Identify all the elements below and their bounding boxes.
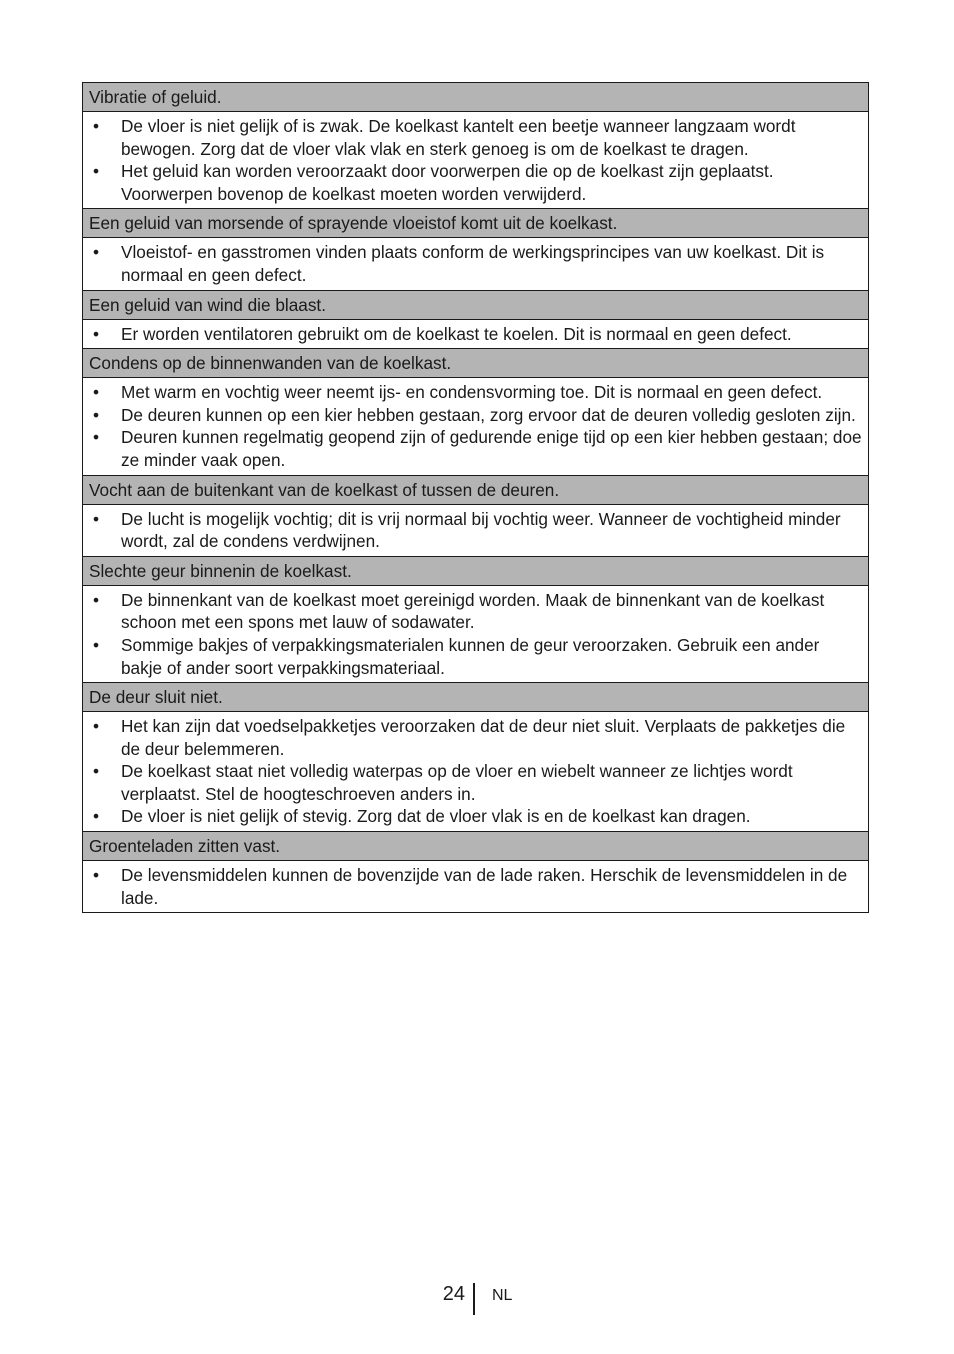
bullet-icon: • bbox=[92, 716, 100, 737]
section-header: Slechte geur binnenin de koelkast. bbox=[83, 557, 868, 586]
list-item bbox=[83, 323, 864, 346]
bullet-icon: • bbox=[92, 382, 100, 403]
list-item-text: De lucht is mogelijk vochtig; dit is vrij normaal bij vochtig weer. Wanneer de vochtigheid minder wordt, zal de condens verdwijnen. bbox=[121, 508, 841, 552]
bullet-icon: • bbox=[92, 865, 100, 886]
bullet-icon: • bbox=[92, 761, 100, 782]
bullet-icon: • bbox=[92, 323, 100, 344]
list-item bbox=[83, 241, 864, 286]
list-item-text: De levensmiddelen kunnen de bovenzijde van de lade raken. Herschik de levensmiddelen in de lade. bbox=[121, 865, 848, 908]
section-header: Een geluid van morsende of sprayende vloeistof komt uit de koelkast. bbox=[83, 209, 868, 238]
list-item bbox=[83, 589, 864, 634]
language-code: NL bbox=[492, 1287, 513, 1304]
section-body bbox=[83, 378, 868, 475]
list-item bbox=[83, 760, 864, 805]
list-item bbox=[83, 381, 864, 404]
bullet-icon: • bbox=[92, 634, 100, 655]
list-item bbox=[83, 115, 864, 160]
bullet-icon: • bbox=[92, 404, 100, 425]
bullet-icon: • bbox=[92, 116, 100, 136]
page-footer bbox=[0, 1282, 954, 1316]
list-item-text: Er worden ventilatoren gebruikt om de koelkast te koelen. Dit is normaal en geen defect. bbox=[121, 323, 792, 344]
list-item bbox=[83, 508, 864, 553]
bullet-icon: • bbox=[92, 508, 100, 529]
bullet-icon: • bbox=[92, 242, 100, 263]
list-item bbox=[83, 404, 864, 427]
list-item-text: Sommige bakjes of verpakkingsmaterialen kunnen de geur veroorzaken. Gebruik een ander bakje of ander soort verpakkingsmateriaal. bbox=[121, 634, 820, 678]
list-item-text: De binnenkant van de koelkast moet gereinigd worden. Maak de binnenkant van de koelkast schoon met een spons met lauw of sodawater. bbox=[121, 589, 825, 633]
section-header: Een geluid van wind die blaast. bbox=[83, 291, 868, 320]
section-header: Vibratie of geluid. bbox=[83, 83, 868, 112]
section-header: Groenteladen zitten vast. bbox=[83, 832, 868, 861]
list-item bbox=[83, 864, 864, 909]
list-item-text: De koelkast staat niet volledig waterpas op de vloer en wiebelt wanneer ze lichtjes wordt verplaatst. Stel de hoogteschroeven anders in. bbox=[121, 761, 793, 804]
troubleshooting-table bbox=[82, 82, 869, 913]
section-body bbox=[83, 861, 868, 912]
section-body bbox=[83, 505, 868, 557]
section-body bbox=[83, 586, 868, 683]
list-item bbox=[83, 715, 864, 760]
list-item bbox=[83, 160, 864, 205]
list-item-text: De vloer is niet gelijk of is zwak. De koelkast kantelt een beetje wanneer langzaam wordt bewogen. Zorg dat de vloer vlak vlak en sterk genoeg is om de koelkast te dragen. bbox=[121, 116, 796, 159]
section-header: De deur sluit niet. bbox=[83, 683, 868, 712]
list-item-text: De vloer is niet gelijk of stevig. Zorg dat de vloer vlak is en de koelkast kan dragen. bbox=[121, 806, 751, 827]
section-body bbox=[83, 320, 868, 350]
bullet-icon: • bbox=[92, 589, 100, 610]
list-item bbox=[83, 426, 864, 471]
section-header: Condens op de binnenwanden van de koelkast. bbox=[83, 349, 868, 378]
list-item bbox=[83, 805, 864, 828]
bullet-icon: • bbox=[92, 806, 100, 827]
list-item-text: Met warm en vochtig weer neemt ijs- en condensvorming toe. Dit is normaal en geen defect. bbox=[121, 382, 823, 403]
list-item bbox=[83, 634, 864, 679]
footer-divider bbox=[473, 1283, 475, 1315]
list-item-text: De deuren kunnen op een kier hebben gestaan, zorg ervoor dat de deuren volledig gesloten zijn. bbox=[121, 404, 856, 425]
list-item-text: Het geluid kan worden veroorzaakt door voorwerpen die op de koelkast zijn geplaatst. Voorwerpen bovenop de koelkast moeten worden verwijderd. bbox=[121, 161, 774, 204]
list-item-text: Deuren kunnen regelmatig geopend zijn of gedurende enige tijd op een kier hebben gestaan; doe ze minder vaak open. bbox=[121, 427, 862, 470]
section-body bbox=[83, 712, 868, 832]
bullet-icon: • bbox=[92, 427, 100, 448]
bullet-icon: • bbox=[92, 161, 100, 182]
list-item-text: Het kan zijn dat voedselpakketjes veroorzaken dat de deur niet sluit. Verplaats de pakketjes die de deur belemmeren. bbox=[121, 716, 846, 759]
page-number: 24 bbox=[442, 1283, 465, 1305]
section-body bbox=[83, 238, 868, 290]
section-body bbox=[83, 112, 868, 209]
list-item-text: Vloeistof- en gasstromen vinden plaats conform de werkingsprincipes van uw koelkast. Dit is normaal en geen defect. bbox=[121, 242, 825, 285]
section-header: Vocht aan de buitenkant van de koelkast of tussen de deuren. bbox=[83, 476, 868, 505]
